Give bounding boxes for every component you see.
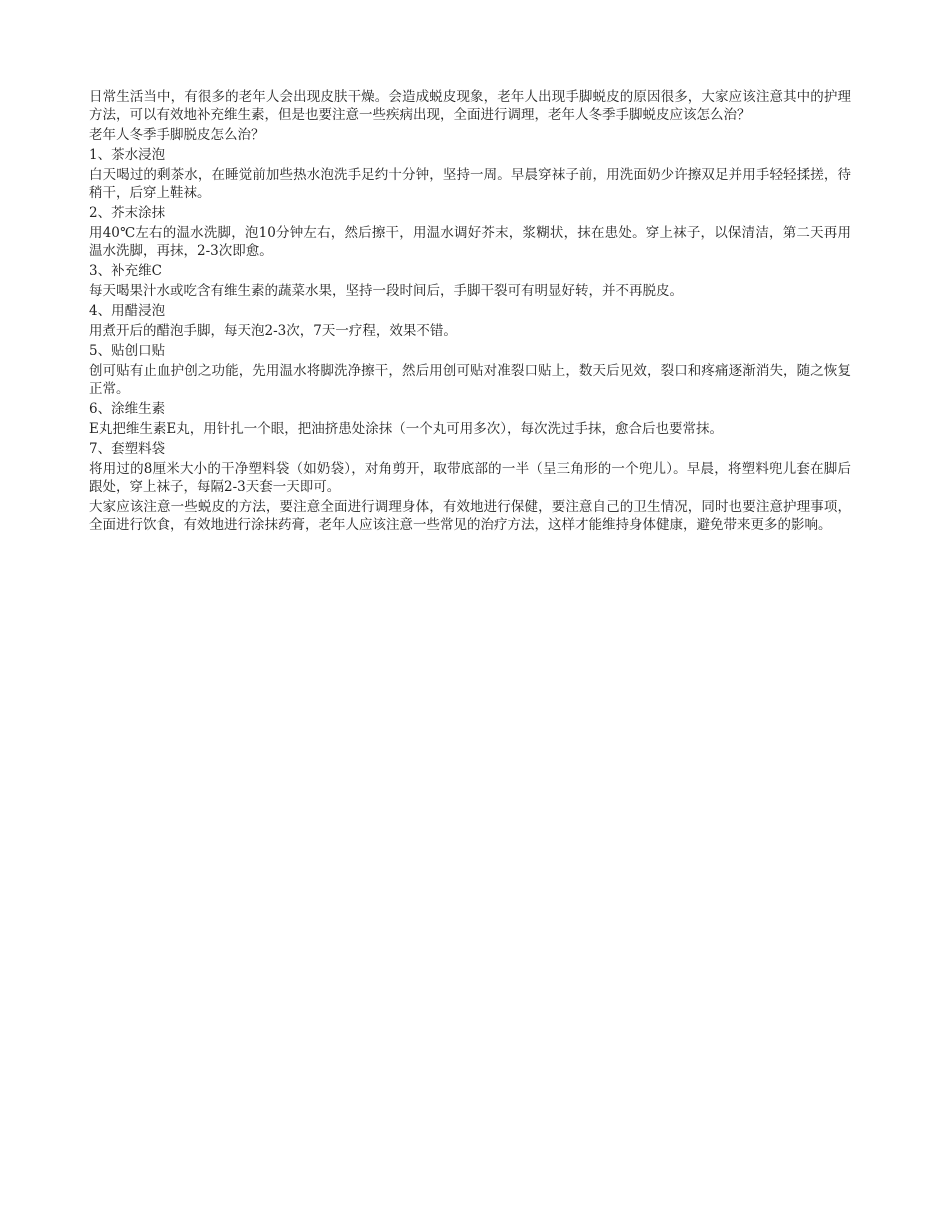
section-heading-7: 7、套塑料袋: [89, 441, 166, 457]
section-body-2: 用40℃左右的温水洗脚，泡10分钟左右，然后擦干，用温水调好芥末，浆糊状，抹在患处。穿上袜子，以保清洁，第二天再用温水洗脚，再抹，2-3次即愈。: [89, 225, 851, 259]
section-body-4: 用煮开后的醋泡手脚，每天泡2-3次，7天一疗程，效果不错。: [89, 323, 457, 339]
section-body-3: 每天喝果汁水或吃含有维生素的蔬菜水果，坚持一段时间后，手脚干裂可有明显好转，并不再脱皮。: [89, 283, 683, 299]
section-heading-3: 3、补充维C: [89, 263, 162, 279]
section-body-6: E丸把维生素E丸，用针扎一个眼，把油挤患处涂抹（一个丸可用多次），每次洗过手抹，愈合后也要常抹。: [89, 421, 723, 437]
section-body-5: 创可贴有止血护创之功能，先用温水将脚洗净擦干，然后用创可贴对准裂口贴上，数天后见效，裂口和疼痛逐渐消失，随之恢复正常。: [89, 363, 851, 397]
section-body-7: 将用过的8厘米大小的干净塑料袋（如奶袋），对角剪开，取带底部的一半（呈三角形的一个兜儿）。早晨，将塑料兜儿套在脚后跟处，穿上袜子，每隔2-3天套一天即可。: [89, 461, 851, 495]
intro-paragraph: 日常生活当中，有很多的老年人会出现皮肤干燥。会造成蜕皮现象，老年人出现手脚蜕皮的原因很多，大家应该注意其中的护理方法，可以有效地补充维生素，但是也要注意一些疾病出现，全面进行调理，老年人冬季手脚蜕皮应该怎么治？: [89, 89, 851, 123]
question-heading: 老年人冬季手脚脱皮怎么治？: [89, 127, 265, 143]
section-body-1: 白天喝过的剩茶水，在睡觉前加些热水泡洗手足约十分钟，坚持一周。早晨穿袜子前，用洗面奶少许擦双足并用手轻轻揉搓，待稍干，后穿上鞋袜。: [89, 167, 851, 201]
article: [89, 88, 851, 536]
section-heading-2: 2、芥末涂抹: [89, 205, 166, 221]
section-heading-6: 6、涂维生素: [89, 401, 166, 417]
section-heading-1: 1、茶水浸泡: [89, 147, 166, 163]
section-heading-5: 5、贴创口贴: [89, 343, 166, 359]
section-heading-4: 4、用醋浸泡: [89, 303, 166, 319]
conclusion-paragraph: 大家应该注意一些蜕皮的方法，要注意全面进行调理身体，有效地进行保健，要注意自己的卫生情况，同时也要注意护理事项，全面进行饮食，有效地进行涂抹药膏，老年人应该注意一些常见的治疗方法，这样才能维持身体健康，避免带来更多的影响。: [89, 499, 851, 533]
